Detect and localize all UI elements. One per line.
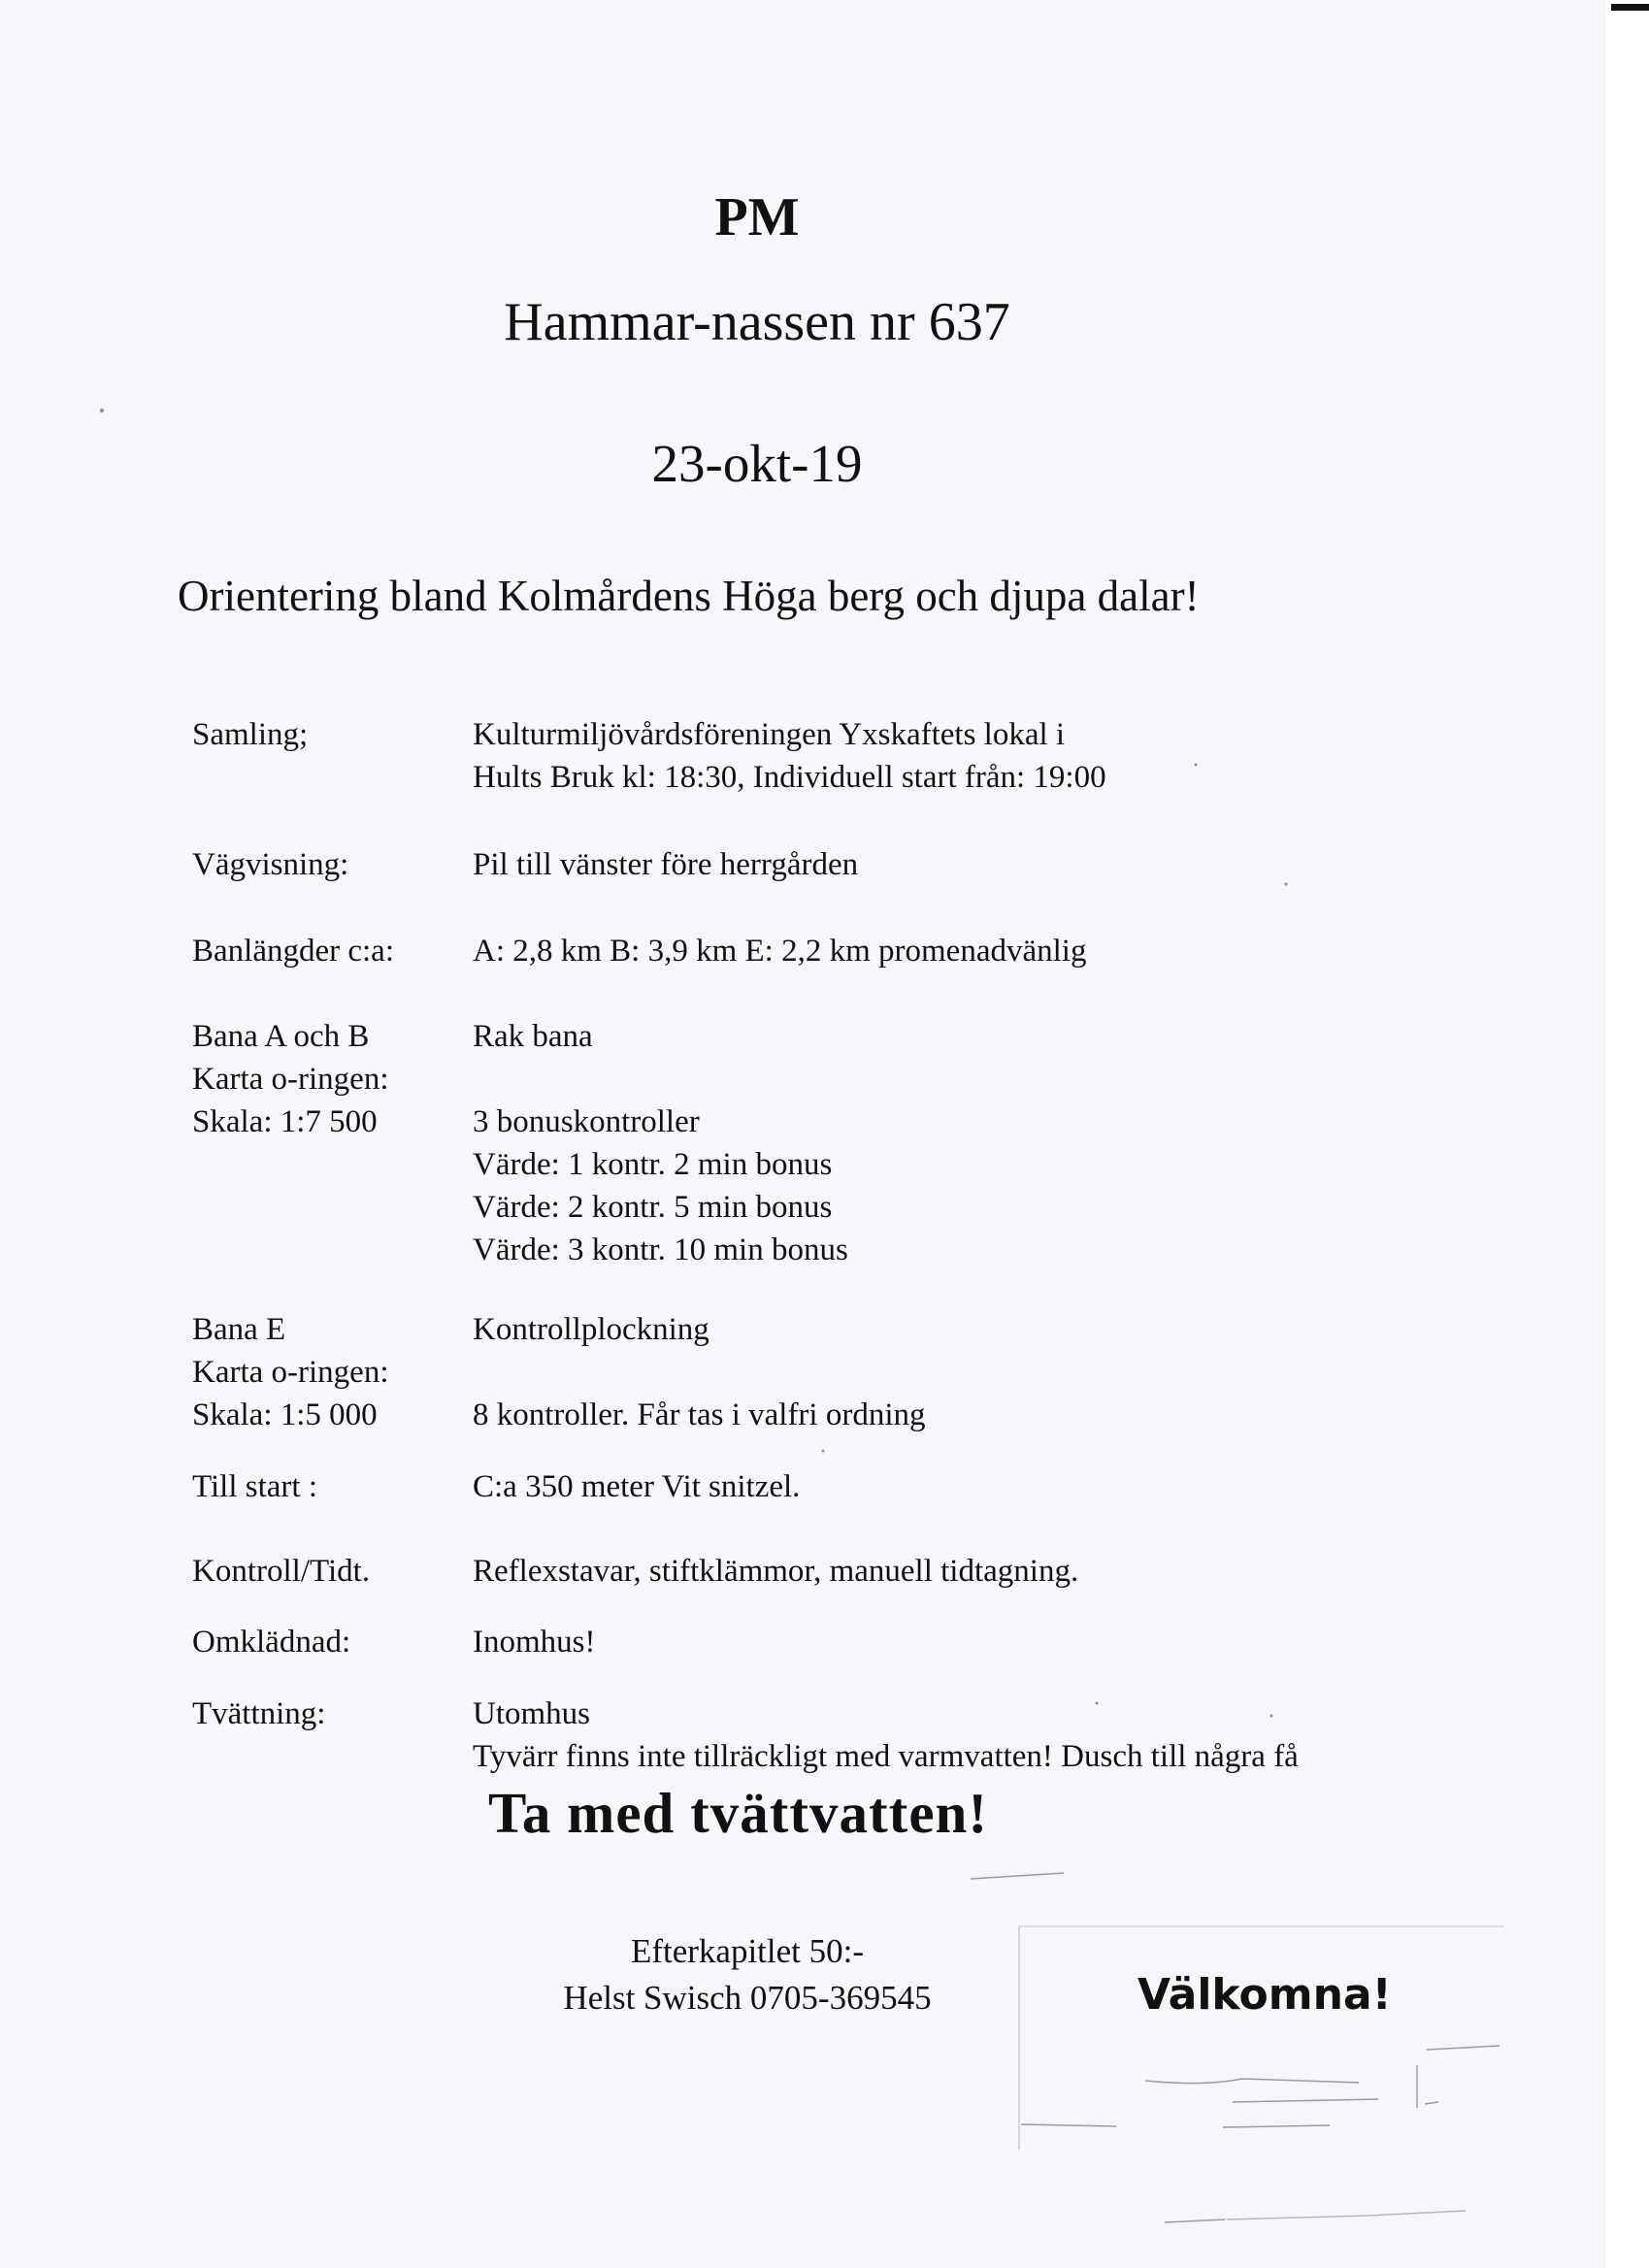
scanner-edge-strip	[1606, 0, 1649, 2268]
label-vagvisning: Vägvisning:	[192, 847, 349, 882]
label-till-start: Till start :	[192, 1469, 317, 1504]
value-tvattning-line1: Utomhus	[473, 1696, 591, 1731]
document-heading-pm: PM	[714, 187, 800, 247]
value-vagvisning: Pil till vänster före herrgården	[473, 847, 859, 882]
value-samling-line1: Kulturmiljövårdsföreningen Yxskaftets lokal i	[473, 717, 1066, 752]
value-omkladnad: Inomhus!	[473, 1625, 596, 1660]
label-bana-e-skala: Skala: 1:5 000	[192, 1397, 378, 1432]
value-bana-e-kontroller: 8 kontroller. Får tas i valfri ordning	[473, 1397, 926, 1432]
label-samling: Samling;	[192, 717, 309, 752]
label-bana-ab: Bana A och B	[192, 1019, 370, 1054]
value-banlangder: A: 2,8 km B: 3,9 km E: 2,2 km promenadvänlig	[473, 934, 1087, 969]
value-bonus-1: Värde: 1 kontr. 2 min bonus	[473, 1147, 833, 1182]
event-subtitle: Orientering bland Kolmårdens Höga berg och djupa dalar!	[178, 572, 1200, 620]
value-bana-e-type: Kontrollplockning	[473, 1312, 709, 1347]
label-omkladnad: Omklädnad:	[192, 1625, 351, 1660]
value-samling-line2: Hults Bruk kl: 18:30, Individuell start från: 19:00	[473, 760, 1106, 795]
payment-line: Helst Swisch 0705-369545	[563, 1979, 932, 2017]
value-bonuskontroller: 3 bonuskontroller	[473, 1104, 700, 1139]
notice-bring-water: Ta med tvättvatten!	[488, 1781, 988, 1845]
value-kontroll: Reflexstavar, stiftklämmor, manuell tidtagning.	[473, 1554, 1079, 1589]
label-tvattning: Tvättning:	[192, 1696, 326, 1731]
event-date: 23-okt-19	[651, 434, 863, 493]
label-bana-ab-karta: Karta o-ringen:	[192, 1062, 389, 1097]
value-tvattning-line2: Tyvärr finns inte tillräckligt med varmvatten! Dusch till några få	[473, 1739, 1299, 1774]
value-bonus-2: Värde: 2 kontr. 5 min bonus	[473, 1190, 833, 1225]
value-bonus-3: Värde: 3 kontr. 10 min bonus	[473, 1233, 848, 1267]
label-bana-e-karta: Karta o-ringen:	[192, 1355, 389, 1390]
welcome-text: Välkomna!	[1138, 1970, 1392, 2020]
event-title: Hammar-nassen nr 637	[504, 292, 1010, 352]
value-till-start: C:a 350 meter Vit snitzel.	[473, 1469, 801, 1504]
label-bana-ab-skala: Skala: 1:7 500	[192, 1104, 378, 1139]
label-kontroll: Kontroll/Tidt.	[192, 1554, 371, 1589]
scanner-edge-mark	[1611, 4, 1649, 11]
label-bana-e: Bana E	[192, 1312, 286, 1347]
label-banlangder: Banlängder c:a:	[192, 934, 394, 969]
value-bana-ab-type: Rak bana	[473, 1019, 593, 1054]
pasted-welcome-note	[1019, 1926, 1504, 2150]
fee-line: Efterkapitlet 50:-	[630, 1932, 865, 1970]
